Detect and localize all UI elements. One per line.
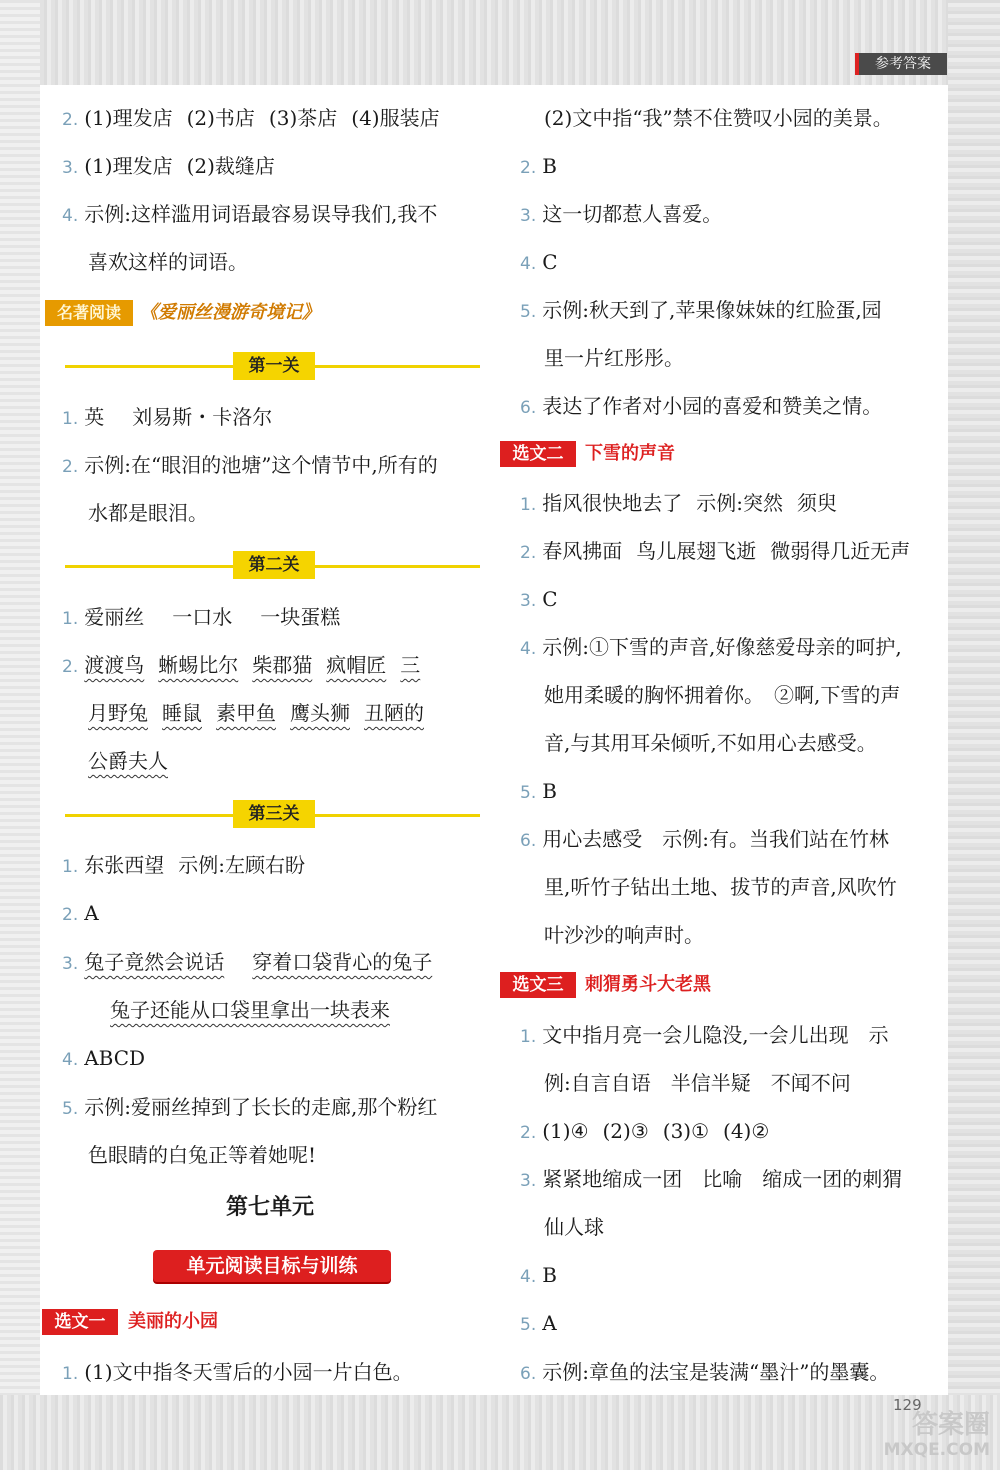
page-number: 129 — [893, 1396, 922, 1414]
selection2-q1: 1. 指风很快地去了 示例:突然 须臾 — [520, 491, 837, 515]
selection3-q2: 2. (1)④ (2)③ (3)① (4)② — [520, 1119, 770, 1143]
selection1-q3: 3. 这一切都惹人喜爱。 — [520, 202, 723, 226]
selection2-tag: 选文二 — [500, 441, 576, 467]
selection3-tag: 选文三 — [500, 972, 576, 998]
level1-q2-line1: 2. 示例:在“眼泪的池塘”这个情节中,所有的 — [62, 453, 438, 477]
selection2-q4-line3: 音,与其用耳朵倾听,不如用心去感受。 — [544, 731, 877, 755]
selection1-q6: 6. 表达了作者对小园的喜爱和赞美之情。 — [520, 394, 883, 418]
selection2-title: 下雪的声音 — [585, 443, 675, 464]
selection1-title: 美丽的小园 — [128, 1311, 218, 1332]
page-frame-top — [0, 0, 1000, 85]
selection3-q4: 4. B — [520, 1263, 557, 1287]
left-q4-line1: 4. 示例:这样滥用词语最容易误导我们,我不 — [62, 202, 438, 226]
selection2-q5: 5. B — [520, 779, 557, 803]
level3-label: 第三关 — [233, 800, 315, 828]
selection2-q3: 3. C — [520, 587, 558, 611]
selection1-q1-part2: (2)文中指“我”禁不住赞叹小园的美景。 — [544, 106, 893, 130]
left-q4-line2: 喜欢这样的词语。 — [88, 250, 248, 274]
page-frame-right — [948, 0, 1000, 1470]
level1-label: 第一关 — [233, 352, 315, 380]
level3-q5-line2: 色眼睛的白兔正等着她呢! — [88, 1143, 317, 1167]
selection3-q3-line1: 3. 紧紧地缩成一团 比喻 缩成一团的刺猬 — [520, 1167, 903, 1191]
reference-answer-badge: 参考答案 — [855, 53, 947, 75]
selection2-q6-line2: 里,听竹子钻出土地、拔节的声音,风吹竹 — [544, 875, 897, 899]
selection1-q4: 4. C — [520, 250, 558, 274]
selection3-q5: 5. A — [520, 1311, 557, 1335]
watermark-cn: 答案圈 — [911, 1410, 990, 1440]
unit-banner: 单元阅读目标与训练 — [153, 1250, 391, 1282]
page-frame-left — [0, 0, 40, 1470]
selection1-q1: 1. (1)文中指冬天雪后的小园一片白色。 — [62, 1360, 413, 1384]
selection2-q2: 2. 春风拂面 鸟儿展翅飞逝 微弱得几近无声 — [520, 539, 911, 563]
selection3-q1-line1: 1. 文中指月亮一会儿隐没,一会儿出现 示 — [520, 1023, 889, 1047]
level3-q1: 1. 东张西望 示例:左顾右盼 — [62, 853, 305, 877]
level2-label: 第二关 — [233, 551, 315, 579]
watermark — [815, 1410, 990, 1465]
level2-q1: 1. 爱丽丝 一口水 一块蛋糕 — [62, 605, 341, 629]
selection3-q1-line2: 例:自言自语 半信半疑 不闻不问 — [544, 1071, 851, 1095]
selection1-q5-line2: 里一片红彤彤。 — [544, 346, 684, 370]
left-q3: 3. (1)理发店 (2)裁缝店 — [62, 154, 275, 178]
selection3-title: 刺猬勇斗大老黑 — [585, 974, 711, 995]
level2-q2-row3: 公爵夫人 — [88, 749, 168, 773]
level3-q5-line1: 5. 示例:爱丽丝掉到了长长的走廊,那个粉红 — [62, 1095, 438, 1119]
level3-q2: 2. A — [62, 901, 99, 925]
selection1-tag: 选文一 — [42, 1309, 118, 1335]
unit-title: 第七单元 — [225, 1195, 314, 1220]
selection2-q4-line1: 4. 示例:①下雪的声音,好像慈爱母亲的呵护, — [520, 635, 902, 659]
selection1-q5-line1: 5. 示例:秋天到了,苹果像妹妹的红脸蛋,园 — [520, 298, 882, 322]
level3-q3-line1: 3. 兔子竟然会说话 穿着口袋背心的兔子 — [62, 950, 433, 974]
level2-q2-row2: 月野兔 睡鼠 素甲鱼 鹰头狮 丑陋的 — [88, 701, 424, 725]
level3-q4: 4. ABCD — [62, 1046, 146, 1070]
selection2-q6-line3: 叶沙沙的响声时。 — [544, 923, 704, 947]
selection1-q2: 2. B — [520, 154, 557, 178]
famous-reading-tag: 名著阅读 — [45, 300, 133, 326]
watermark-en: MXQE.COM — [883, 1440, 990, 1460]
selection3-q3-line2: 仙人球 — [544, 1215, 604, 1239]
selection2-q4-line2: 她用柔暖的胸怀拥着你。 ②啊,下雪的声 — [544, 683, 901, 707]
selection2-q6-line1: 6. 用心去感受 示例:有。当我们站在竹林 — [520, 827, 889, 851]
famous-reading-title: 《爱丽丝漫游奇境记》 — [140, 302, 320, 323]
level3-q3-line2: 兔子还能从口袋里拿出一块表来 — [110, 998, 390, 1022]
level1-q2-line2: 水都是眼泪。 — [88, 501, 208, 525]
left-q2: 2. (1)理发店 (2)书店 (3)茶店 (4)服装店 — [62, 106, 440, 130]
level1-q1: 1. 英 刘易斯・卡洛尔 — [62, 405, 273, 429]
selection3-q6: 6. 示例:章鱼的法宝是装满“墨汁”的墨囊。 — [520, 1360, 890, 1384]
level2-q2-row1: 2. 渡渡鸟 蜥蜴比尔 柴郡猫 疯帽匠 三 — [62, 653, 421, 677]
